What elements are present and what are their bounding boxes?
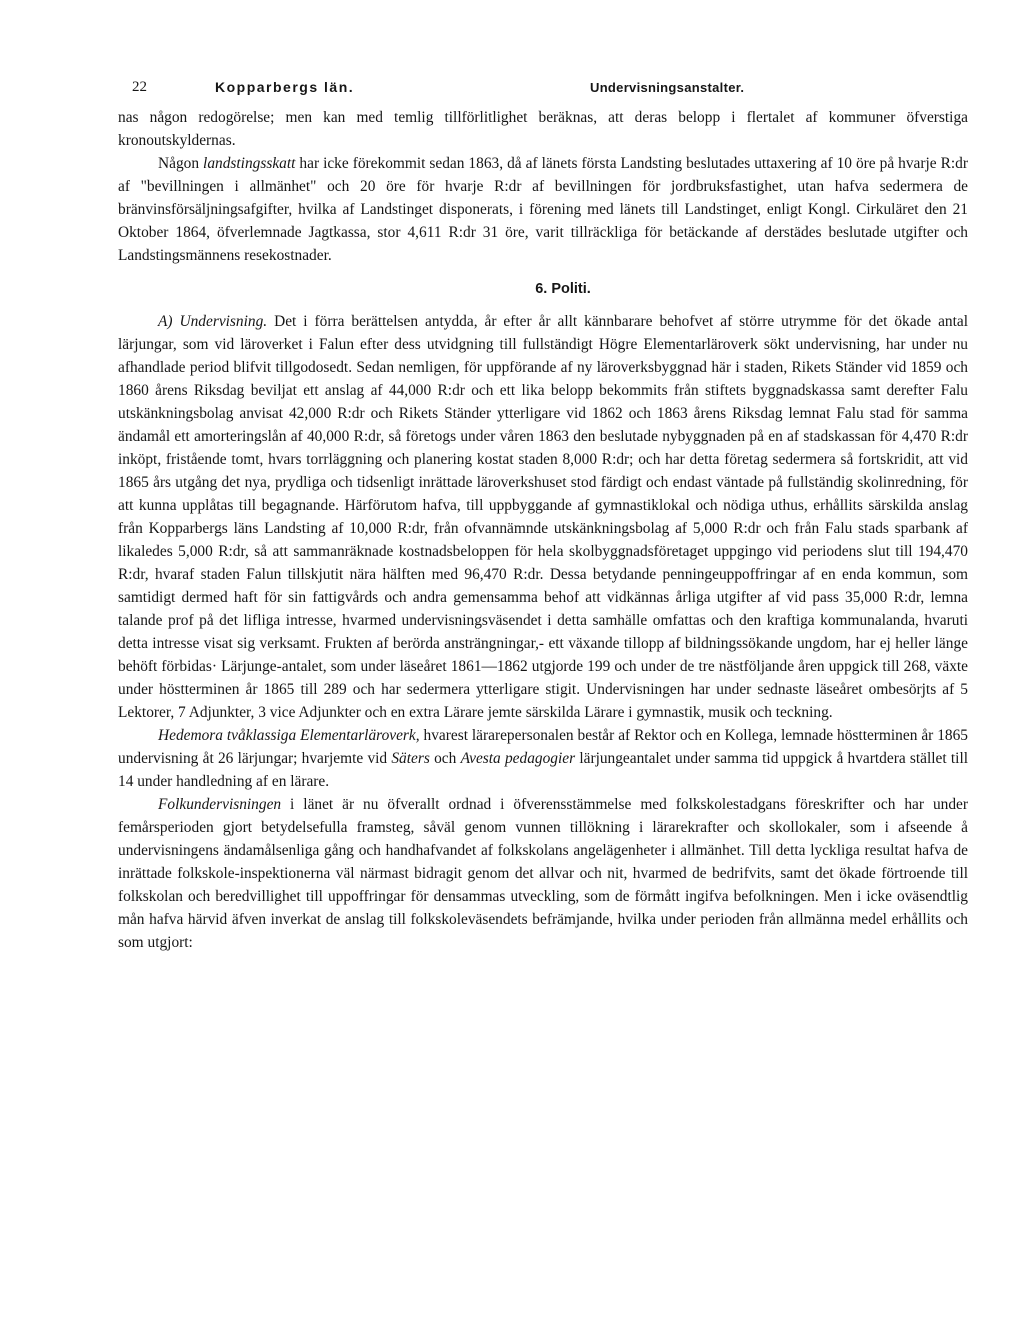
paragraph-text: hvarest lärarepersonalen består af Rektor och en Kollega, lemnade höstterminen år 1865 undervisning åt 26 lärjungar; hvarjemte vid (118, 727, 968, 767)
paragraph-undervisning (118, 310, 968, 724)
running-title-section: Undervisningsanstalter. (590, 80, 745, 95)
paragraph-landstingsskatt (118, 152, 968, 267)
paragraph-text: lärjungeantalet under samma tid uppgick å hvartdera stället till 14 under handledning af en lärare. (118, 750, 968, 790)
emphasis-term: landstingsskatt (203, 155, 296, 172)
emphasis-term: Avesta pedagogier (460, 750, 576, 767)
document-page (118, 76, 968, 954)
paragraph-text: har icke förekommit sedan 1863, då af länets första Landsting beslutades uttaxering af 10 öre på hvarje R:dr af "bevillningen i allmänhet" och 20 öre för hvarje R:dr af bevillningen för jordbruksfastighet, utan hafva sedermera de bränvinsförsäljningsafgifter, hvilka af Landstinget disponerats, i förening med länets till Landstinget, enligt Kongl. Cirkuläret den 21 Oktober 1864, öfverlemnade Jagtkassa, stor 4,611 R:dr 31 öre, varit tillräckliga för betäckande af derstädes beslutade utgifter och Landstingsmännens resekostnader. (118, 155, 968, 264)
paragraph-continued: nas någon redogörelse; men kan med temlig tillförlitlighet beräknas, att deras belopp i flertalet af kommuner öfverstiga kronoutskyldernas. (118, 109, 968, 149)
paragraph-text: och (429, 750, 461, 767)
emphasis-term: Folkundervisningen (158, 796, 282, 813)
paragraph-text: Någon (158, 155, 204, 172)
paragraph-text: i länet är nu öfverallt ordnad i öfverensstämmelse med folkskolestadgans föreskrifter och har under femårsperioden gjort betydelsefulla framsteg, såväl genom vunnen tillökning i lärarekrafter och skollokaler, som i afseende å undervisningens ändamålsenliga gång och handhafvandet af folkskolans angelägenheter i allmänhet. Till detta lyckliga resultat hafva de inrättade folkskole-inspektionerna väl närmast bidragit genom det allvar och nit, hvarmed de bedrifvits, samt det ökade förtroende till folkskolan och beredvillighet till uppoffringar för densammas utveckling, som de förmått ingifva befolkningen. Men i icke oväsendtlig mån hafva härvid äfven inverkat de anslag till folkskoleväsendets befrämjande, hvilka under perioden från allmänna medel erhållits och som utgjort: (118, 796, 968, 951)
emphasis-term: Hedemora tvåklassiga Elementarläroverk, (158, 727, 420, 744)
subsection-title: A) Undervisning. (158, 313, 268, 330)
emphasis-term: Säters (391, 750, 430, 767)
section-heading: 6. Politi. (535, 281, 591, 297)
paragraph-hedemora (118, 724, 968, 793)
page-number: 22 (132, 79, 147, 95)
running-title-county: Kopparbergs län. (215, 79, 355, 95)
paragraph-text: Det i förra berättelsen antydda, år efter år allt kännbarare behofvet af större utrymme för det ökade antal lärjungar, som vid läroverket i Falun efter dess utvidgning till fullständigt Högre Elementarläroverk sökt undervisning, har under nu afhandlade period blifvit tillgodosedt. Sedan nemligen, för uppförande af ny läroverksbyggnad här i staden, Rikets Ständer vid 1859 och 1860 årens Riksdag beviljat ett anslag af 44,000 R:dr och ett lika belopp bekommits från stiftets byggnadskassa samt derefter Falu utskänkningsbolag anvisat 42,000 R:dr och Rikets Ständer ytterligare vid 1862 och 1863 årens Riksdag lemnat Falu stad för samma ändamål ett amorteringslån af 40,000 R:dr, så företogs under våren 1863 den beslutade nybyggnaden på en af stadskassan för 4,470 R:dr inköpt, fristående tomt, hvars torrläggning och planering kostat staden 8,000 R:dr; och har detta företag sedermera så fortskridit, att vid 1865 års utgång det nya, prydliga och tidsenligt inrättade läroverkshuset stod färdigt och endast väntade på fullständig skolinredning, för att kunna upplåtas till begagnande. Härförutom hafva, till uppbyggande af gymnastiklokal och nödiga uthus, erhållits särskilda anslag från Kopparbergs läns Landsting af 10,000 R:dr, från ofvannämnde utskänkningsbolag af 5,000 R:dr och från Falu stads sparbank af likaledes 5,000 R:dr, så att sammanräknade kostnadsbeloppen för hela skolbyggnadsföretaget uppgingo vid periodens slut till 194,470 R:dr, hvaraf staden Falun tillskjutit nära hälften med 96,470 R:dr. Dessa betydande penningeuppoffringar af en enda kommun, som samtidigt dermed haft för sin fattigvårds och andra gemensamma behof att vidkännas årliga utgifter af vid pass 35,000 R:dr, lemna talande prof på det lifliga intresse, hvarmed undervisningsväsendet i detta samhälle omfattas och den kraftiga kommunalanda, hvaruti detta intresse visat sig verksamt. Frukten af berörda ansträngningar,- ett växande tillopp af bildningssökande ungdom, har ej heller länge behöft förbidas· Lärjunge-antalet, som under läseåret 1861—1862 utgjorde 199 och under de tre nästföljande åren uppgick till 268, växte under höstterminen år 1865 till 289 och har sedermera ytterligare stigit. Undervisningen har under sednaste läseåret ombesörjts af 5 Lektorer, 7 Adjunkter, 3 vice Adjunkter och en extra Lärare jemte särskilda Lärare i gymnastik, musik och teckning. (118, 313, 968, 721)
paragraph-folkundervisningen (118, 793, 968, 954)
page-header (118, 76, 968, 100)
